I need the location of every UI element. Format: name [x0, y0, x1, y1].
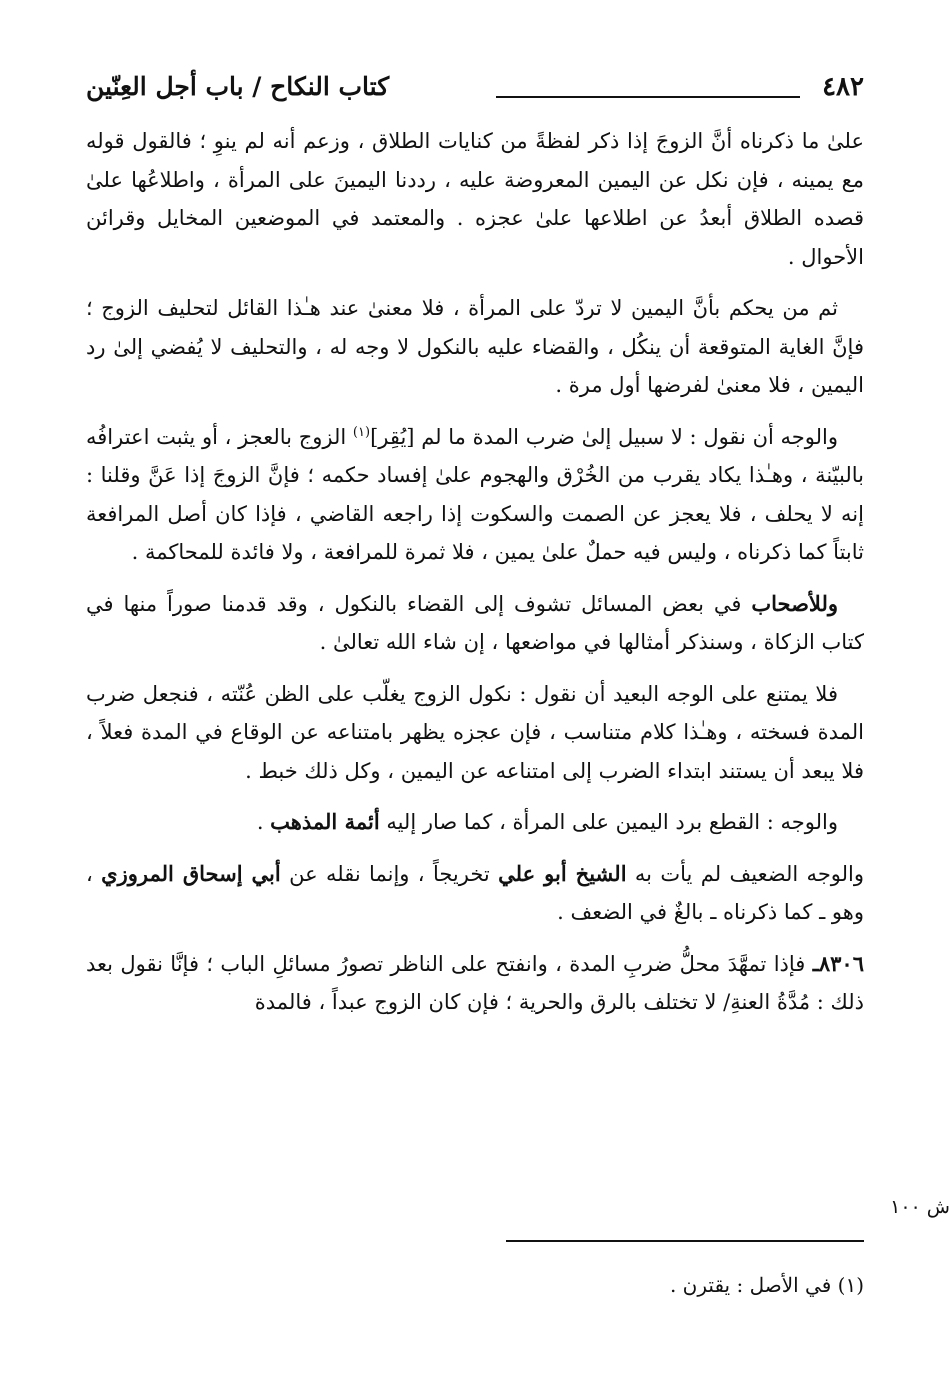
paragraph-text: . [256, 810, 271, 834]
footnote-reference[interactable]: (١) [352, 424, 371, 440]
footnote-number: (١) [837, 1273, 864, 1297]
section-number: ٨٣٠٦ـ [812, 950, 864, 976]
paragraph [86, 945, 864, 1022]
bold-term: أبي إسحاق المروزي [101, 860, 281, 886]
footnote-text: في الأصل : يقترن . [669, 1273, 832, 1297]
bold-term: الشيخ أبو علي [498, 860, 627, 886]
page-header [86, 72, 864, 112]
page-number: ٤٨٢ [822, 72, 864, 102]
paragraph-text: والوجه أن نقول : لا سبيل إلىٰ ضرب المدة ما لم [يُقِر] [370, 424, 839, 449]
paragraph [86, 418, 864, 572]
footnote-rule [506, 1240, 864, 1242]
main-text [86, 122, 864, 1035]
paragraph [86, 803, 864, 842]
paragraph [86, 289, 864, 405]
paragraph [86, 585, 864, 662]
footnote [86, 1270, 864, 1300]
paragraph-text: والوجه : القطع برد اليمين على المرأة ، كما صار إليه [379, 810, 838, 834]
paragraph-text: تخريجاً ، وإنما نقله عن [280, 861, 499, 886]
paragraph [86, 122, 864, 276]
paragraph-text: فلا يمتنع على الوجه البعيد أن نقول : نكول الزوج يغلّب على الظن عُنّته ، فنجعل ضرب المدة فسخته ، وهـٰذا كلام متناسب ، فإن عجزه يظهر بامتناعه عن الوقاع في المدة فعلاً ، فلا يبعد أن يستند ابتداء الضرب إلى امتناعه عن اليمين ، وكل ذلك خبط . [86, 681, 864, 783]
header-rule [496, 96, 800, 98]
paragraph-text: والوجه الضعيف لم يأت به [626, 861, 865, 886]
paragraph [86, 855, 864, 932]
paragraph-text: علىٰ ما ذكرناه أنَّ الزوجَ إذا ذكر لفظةً من كنايات الطلاق ، وزعم أنه لم ينوِ ؛ فالقول قوله مع يمينه ، فإن نكل عن اليمين المعروضة عليه ، رددنا اليمينَ على المرأة ، واطلاعُها علىٰ قصده الطلاق أبعدُ عن اطلاعها علىٰ عجزه . والمعتمد في الموضعين المخايل وقرائن الأحوال . [86, 129, 864, 269]
paragraph-text: فإذا تمهَّدَ محلُّ ضربِ المدة ، وانفتح على الناظر تصورُ مسائلِ الباب ؛ فإنَّا نقول بعد ذلك : مُدَّةُ العنةِ/ لا تختلف بالرق والحرية ؛ فإن كان الزوج عبداً ، فالمدة [86, 951, 864, 1014]
paragraph-text: في بعض المسائل تشوف إلى القضاء بالنكول ، وقد قدمنا صوراً منها في كتاب الزكاة ، وسنذكر أمثالها في مواضعها ، إن شاء الله تعالىٰ . [86, 591, 864, 654]
running-title: كتاب النكاح / باب أجل العِنّين [86, 72, 390, 101]
paragraph-text: ثم من يحكم بأنَّ اليمين لا تردّ على المرأة ، فلا معنىٰ عند هـٰذا القائل لتحليف الزوج ؛ فإنَّ الغاية المتوقعة أن ينكُل ، والقضاء عليه بالنكول لا وجه له ، والتحليف لا يُفضي إلىٰ رد اليمين ، فلا معنىٰ لفرضها أول مرة . [86, 296, 864, 397]
paragraph [86, 675, 864, 791]
paragraph-text: ، وهو ـ كما ذكرناه ـ بالغٌ في الضعف . [86, 861, 864, 924]
margin-note: ش ١٠٠ [890, 1196, 950, 1218]
paragraph-text: الزوج بالعجز ، أو يثبت اعترافُه بالبيّنة ، وهـٰذا يكاد يقرب من الخُرْق والهجوم علىٰ إفساد حكمه ؛ فإنَّ الزوجَ إذا عَنَّ وقلنا : إنه لا يحلف ، فلا يعجز عن الصمت والسكوت إذا راجعه القاضي ، فإذا كان أصل المرافعة ثابتاً كما ذكرناه ، وليس فيه حملٌ علىٰ يمين ، فلا ثمرة للمرافعة ، ولا فائدة للمحاكمة . [86, 424, 864, 564]
bold-term: وللأصحاب [751, 590, 838, 616]
bold-term: أئمة المذهب [270, 809, 380, 834]
